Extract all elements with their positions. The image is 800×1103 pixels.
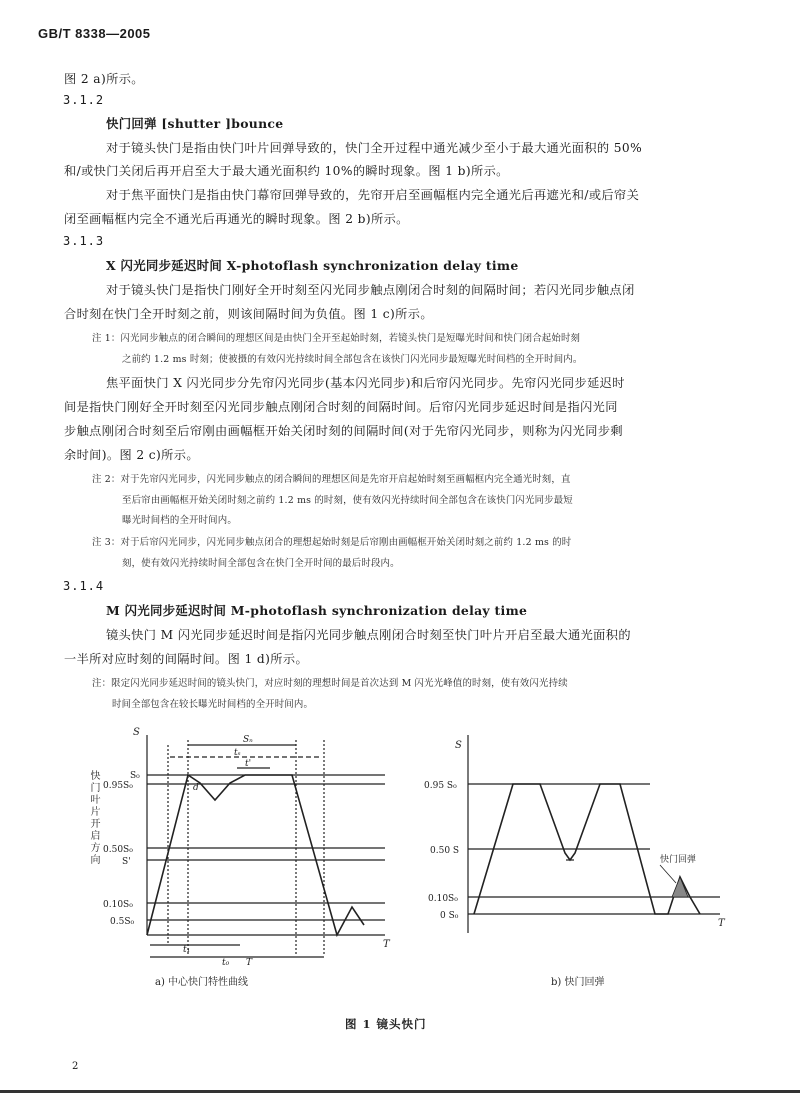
figure-1a-tick: 0.95S₀ xyxy=(103,781,133,791)
paragraph: 镜头快门 M 闪光同步延迟时间是指闪光同步触点刚闭合时刻至快门叶片开启至最大通光面积的 xyxy=(106,628,631,642)
figure-1a-diagram xyxy=(147,735,385,957)
figure-1b-tick: 0.50 S xyxy=(430,846,460,856)
figure-1a-mark-tc: t₁ xyxy=(183,945,191,955)
paragraph: 对于焦平面快门是指由快门幕帘回弹导致的，先帘开启至画幅框内完全通光后再遮光和/或后帘关 xyxy=(106,188,640,202)
note-2: 注 2：对于先帘闪光同步，闪光同步触点的闭合瞬间的理想区间是先帘开启起始时刻至画幅框内完全通光时刻，直 xyxy=(92,474,571,485)
section-3-1-2: 3.1.2 xyxy=(63,93,105,107)
figure-1a-tick: 0.10S₀ xyxy=(103,900,133,910)
figure-1b-y-label: S xyxy=(455,740,462,751)
figure-1b-tick: 0.95 S₀ xyxy=(424,781,457,791)
section-3-1-4: 3.1.4 xyxy=(63,579,105,593)
standard-number: GB/T 8338—2005 xyxy=(38,26,151,41)
figure-1a-mark-T: T xyxy=(246,958,253,968)
figure-1a-tick: 0.50S₀ xyxy=(103,845,133,855)
note-3: 注 3：对于后帘闪光同步，闪光同步触点闭合的理想起始时刻是后帘刚由画幅框开始关闭时刻之前约 1.2 ms 的时 xyxy=(92,537,572,548)
continued-text: 图 2 a)所示。 xyxy=(64,72,144,86)
figure-1b-labels xyxy=(424,740,726,988)
paragraph: 间是指快门刚好全开时刻至闪光同步触点刚闭合时刻的间隔时间。后帘闪光同步延迟时间是指闪光同 xyxy=(64,400,618,414)
figure-1-title: 图 1 镜头快门 xyxy=(345,1017,427,1031)
figure-1b-tick: 0 S₀ xyxy=(440,911,459,921)
paragraph: 对于镜头快门是指快门刚好全开时刻至闪光同步触点刚闭合时刻的间隔时间；若闪光同步触点闭 xyxy=(106,283,635,297)
figure-1a-mark-tp: t' xyxy=(245,759,252,769)
paragraph: 对于镜头快门是指由快门叶片回弹导致的，快门全开过程中通光减少至小于最大通光面积的 50% xyxy=(106,141,643,155)
figure-1a-tick: S' xyxy=(122,857,131,867)
term-m-sync-delay: M 闪光同步延迟时间 M-photoflash synchronization delay time xyxy=(106,603,528,618)
figure-1a-caption: a) 中心快门特性曲线 xyxy=(155,977,249,988)
note-4: 注：限定闪光同步延迟时间的镜头快门，对应时刻的理想时间是首次达到 M 闪光光峰值的时刻，使有效闪光持续 xyxy=(92,678,568,689)
term-shutter-bounce: 快门回弹 [shutter ]bounce xyxy=(106,116,284,131)
figure-1b-tick: 0.10S₀ xyxy=(428,894,458,904)
figure-1a-curve xyxy=(147,775,364,935)
note-1-cont: 之前约 1.2 ms 时刻；使被摄的有效闪光持续时间全部包含在该快门闪光同步最短曝光时间档的全开时间内。 xyxy=(122,354,583,365)
paragraph: 闭至画幅框内完全不通光后再通光的瞬时现象。图 2 b)所示。 xyxy=(64,212,409,226)
section-3-1-3: 3.1.3 xyxy=(63,234,105,248)
figure-1a-labels xyxy=(103,727,391,988)
note-2-cont: 曝光时间档的全开时间内。 xyxy=(122,515,237,526)
figure-1a-mark-ta: t₀ xyxy=(222,958,230,968)
figure-1b-diagram xyxy=(468,735,720,933)
figure-1a-tick: 0.5S₀ xyxy=(110,917,135,927)
note-2-cont: 至后帘由画幅框开始关闭时刻之前约 1.2 ms 的时刻，使有效闪光持续时间全部包含在该快门闪光同步最短 xyxy=(122,495,573,506)
figure-1a-mark-sa: Sₙ xyxy=(243,735,253,745)
paragraph: 合时刻在快门全开时刻之前，则该间隔时间为负值。图 1 c)所示。 xyxy=(64,307,433,321)
figure-1a-x-label: T xyxy=(383,939,390,950)
figure-1b-x-label: T xyxy=(718,918,725,929)
paragraph: 余时间)。图 2 c)所示。 xyxy=(64,448,199,462)
figure-1b-caption: b) 快门回弹 xyxy=(551,977,605,988)
figure-1b-bounce-label: 快门回弹 xyxy=(660,855,697,865)
note-3-cont: 刻，使有效闪光持续时间全部包含在快门全开时间的最后时段内。 xyxy=(122,558,400,569)
figure-1a-y-label: S xyxy=(133,727,140,738)
paragraph: 一半所对应时刻的间隔时间。图 1 d)所示。 xyxy=(64,652,309,666)
figure-1a-side-label: 快门叶片开启方向 xyxy=(88,770,99,866)
page-number: 2 xyxy=(72,1061,79,1072)
note-4-cont: 时间全部包含在较长曝光时间档的全开时间内。 xyxy=(112,699,314,710)
paragraph: 焦平面快门 X 闪光同步分先帘闪光同步(基本闪光同步)和后帘闪光同步。先帘闪光同步延迟时 xyxy=(106,376,625,390)
figure-1a-mark-d: d xyxy=(193,783,199,793)
term-x-sync-delay: X 闪光同步延迟时间 X-photoflash synchronization delay time xyxy=(106,258,519,273)
figure-1 xyxy=(0,715,800,1045)
paragraph: 步触点刚闭合时刻至后帘刚由画幅框开始关闭时刻的间隔时间(对于先帘闪光同步，则称为闪光同步剩 xyxy=(64,424,624,438)
figure-1a-mark-ts: tₛ xyxy=(234,748,241,758)
figure-1b-leader xyxy=(660,865,676,883)
page-bottom-rule xyxy=(0,1090,800,1093)
figure-1a-tick-s0: S₀ xyxy=(130,771,140,781)
paragraph: 和/或快门关闭后再开启至大于最大通光面积约 10%的瞬时现象。图 1 b)所示。 xyxy=(64,164,509,178)
figure-1a-side-label-box xyxy=(86,770,102,930)
note-1: 注 1：闪光同步触点的闭合瞬间的理想区间是由快门全开至起始时刻，若镜头快门是短曝光时间和快门闭合起始时刻 xyxy=(92,333,581,344)
